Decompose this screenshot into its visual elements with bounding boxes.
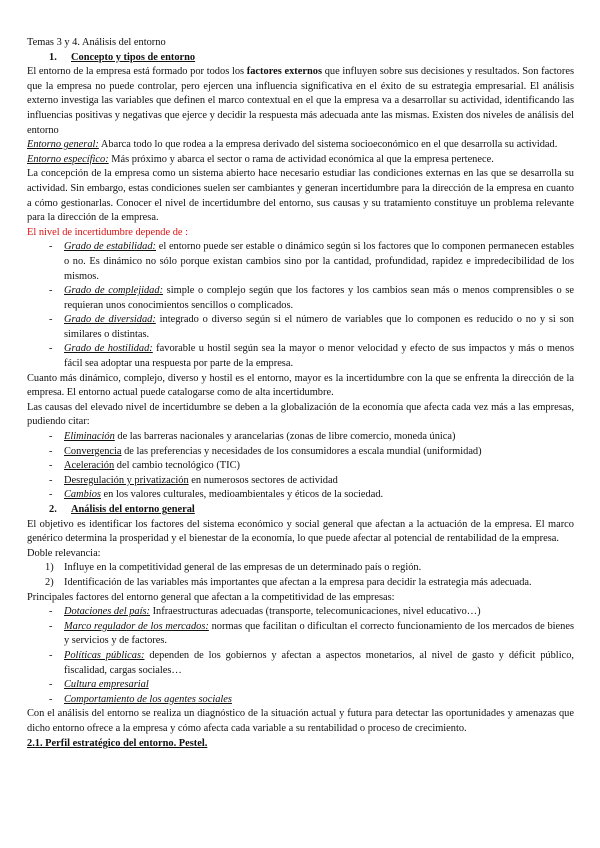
section-2-heading (49, 503, 574, 518)
definition: dependen de los gobiernos y afectan a aspectos monetarios, al nivel de gasto y déficit público, fiscalidad, cargas sociales… (64, 649, 574, 676)
definition: Más próximo y abarca el sector o rama de actividad económica al que la empresa pertenece. (108, 153, 494, 165)
item-text: Influye en la competitividad general de las empresas de un determinado país o región. (64, 562, 422, 574)
list-item (27, 474, 574, 489)
section-1-heading (49, 51, 574, 66)
document-title: Temas 3 y 4. Análisis del entorno (27, 37, 166, 48)
definition: en numerosos sectores de actividad (188, 474, 338, 486)
list-item (27, 561, 574, 576)
paragraph-factores: Principales factores del entorno general que afectan a la competitividad de las empresas: (27, 591, 395, 603)
term: Políticas públicas: (64, 649, 145, 661)
paragraph-doble-relevancia: Doble relevancia: (27, 547, 101, 559)
term: Eliminación (64, 431, 115, 443)
term: Entorno general: (27, 139, 99, 151)
term: Entorno específico: (27, 153, 109, 165)
paragraph-entorno-general (27, 138, 574, 153)
term: Desregulación y privatización (64, 474, 189, 486)
term: Comportamiento de los agentes sociales (64, 693, 232, 705)
paragraph-causas: Las causas del elevado nivel de incertidumbre se deben a la globalización de la economía que afecta cada vez más a las empresas, pudiendo citar: (27, 401, 574, 428)
list-item (27, 693, 574, 708)
definition: del cambio tecnológico (TIC) (114, 460, 241, 472)
list-item (27, 620, 574, 649)
definition: en los valores culturales, medioambientales y éticos de la sociedad. (100, 489, 384, 501)
list-item (27, 240, 574, 284)
term: Convergencia (64, 445, 122, 457)
definition: Infraestructuras adecuadas (transporte, telecomunicaciones, nivel educativo…) (150, 606, 481, 618)
paragraph-objetivo: El objetivo es identificar los factores del sistema económico y social general que afectan a la actuación de la empresa. El marco genérico determina la prosperidad y el bienestar de la economía, lo que puede afectar al potencial de rentabilidad de la empresa. (27, 518, 574, 545)
section-title: Concepto y tipos de entorno (71, 51, 196, 63)
definition: de las preferencias y necesidades de los consumidores a escala mundial (uniformidad) (121, 445, 482, 457)
term: Grado de hostilidad: (64, 343, 153, 355)
text-run: El entorno de la empresa está formado por todos los (27, 66, 247, 78)
definition: normas que facilitan o dificultan el correcto funcionamiento de los mercados de bienes y servicios y de factores. (64, 620, 574, 647)
definition: integrado o diverso según si el número de variables que lo componen es reducido o no y si son similares o distintas. (64, 314, 574, 340)
grados-list (27, 240, 574, 371)
term: Cultura empresarial (64, 679, 149, 691)
term: Grado de estabilidad: (64, 241, 157, 253)
term: Marco regulador de los mercados: (64, 620, 209, 632)
list-item (27, 430, 574, 445)
text-run: que influyen sobre sus decisiones y resultados. Son factores que la empresa no puede controlar, pero ejercen una influencia significativa en el éxito de su estrategia empresarial. El análisis externo investiga las variables que definen el marco contextual en el que la empresa va a desarrollar su actividad, identificando las influencias positivas y negativas que ejerce y decidir la respuesta más adecuada ante las mismas. Existen dos niveles de análisis del entorno (27, 66, 574, 136)
paragraph-entorno-definicion (27, 65, 574, 138)
definition: el entorno puede ser estable o dinámico según si los factores que lo componen permanecen estables o no. Es dinámico no sólo porque existan cambios sino por la cantidad, profundidad, rapidez e impredecibilidad de los mismos. (64, 241, 574, 282)
list-item (27, 488, 574, 503)
list-item (27, 342, 574, 371)
item-text: Identificación de las variables más importantes que afectan a la empresa para decidir la estrategia más adecuada. (64, 576, 532, 588)
term: Grado de diversidad: (64, 314, 156, 326)
subsection-2-1-heading: 2.1. Perfil estratégico del entorno. Pestel. (27, 737, 208, 749)
factores-list (27, 605, 574, 707)
list-item (27, 445, 574, 460)
paragraph-diagnostico: Con el análisis del entorno se realiza un diagnóstico de la situación actual y futura para detectar las oportunidades y amenazas que dicho entorno ofrece a la empresa y cómo afecta cada variable a su rentabilidad o proceso de crecimiento. (27, 708, 574, 734)
paragraph-entorno-especifico (27, 153, 574, 168)
causas-list (27, 430, 574, 503)
definition: de las barreras nacionales y arancelarias (zonas de libre comercio, moneda única) (114, 431, 456, 443)
term: Dotaciones del país: (64, 606, 150, 618)
item-number: 2) (45, 576, 54, 588)
relevancia-list (27, 561, 574, 590)
list-item (27, 576, 574, 591)
list-item (27, 313, 574, 342)
definition: Abarca todo lo que rodea a la empresa derivado del sistema socioeconómico en el que desarrolla su actividad. (98, 139, 558, 151)
section-number: 2. (49, 504, 57, 515)
incertidumbre-heading: El nivel de incertidumbre depende de : (27, 226, 188, 238)
definition: simple o complejo según que los factores y los cambios sean más o menos comprensibles o se requieran unos conocimientos sencillos o complicados. (64, 285, 574, 311)
list-item (27, 605, 574, 620)
definition: favorable u hostil según sea la mayor o menor velocidad y efecto de sus impactos y más o menos fácil sea adoptar una respuesta por parte de la empresa. (64, 343, 574, 370)
paragraph-incertidumbre: Cuanto más dinámico, complejo, diverso y hostil es el entorno, mayor es la incertidumbre con la que se enfrenta la dirección de la empresa. El entorno actual puede catalogarse como de alta incertidumbre. (27, 372, 574, 399)
paragraph-sistema-abierto: La concepción de la empresa como un sistema abierto hace necesario estudiar las condiciones externas en las que se desarrolla su actividad. Sin embargo, estas condiciones suelen ser cambiantes y generan incertidumbre para la dirección de la empresa en cuanto a cómo gestionarlas. Conocer el nivel de incertidumbre del entorno, sus causas y su tratamiento constituye un problema relevante para la dirección de la empresa. (27, 168, 574, 224)
list-item (27, 649, 574, 678)
term: Cambios (64, 489, 101, 501)
bold-term: factores externos (246, 66, 322, 78)
section-number: 1. (49, 51, 57, 63)
term: Aceleración (64, 460, 115, 472)
item-number: 1) (45, 562, 54, 574)
list-item (27, 678, 574, 693)
term: Grado de complejidad: (64, 285, 164, 297)
list-item (27, 459, 574, 474)
section-title: Análisis del entorno general (71, 504, 195, 515)
list-item (27, 284, 574, 313)
